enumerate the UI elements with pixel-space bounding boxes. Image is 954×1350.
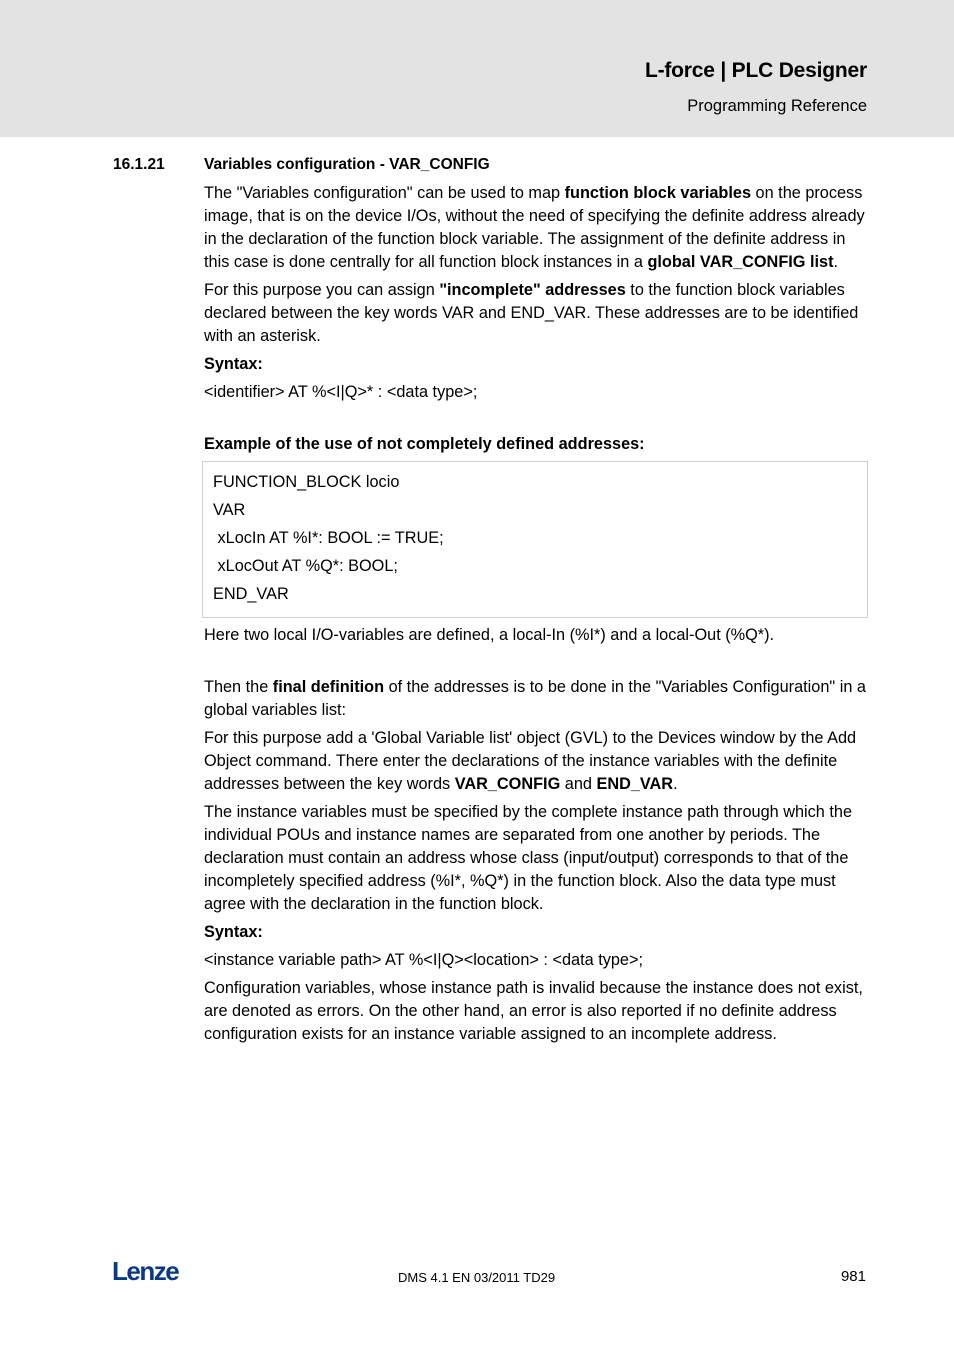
syntax-label: Syntax: — [204, 923, 263, 941]
code-line: VAR — [213, 501, 246, 519]
paragraph-local-io: Here two local I/O-variables are defined, a local-In (%I*) and a local-Out (%Q*). — [204, 626, 775, 644]
syntax-code: <instance variable path> AT %<I|Q><location> : <data type>; — [204, 951, 643, 969]
paragraph-errors: Configuration variables, whose instance path is invalid because the instance does not exist, are denoted as errors. On the other hand, an error is also reported if no definite address configuration exists for an instance variable assigned to an incomplete address. — [204, 979, 863, 1043]
example-heading: Example of the use of not completely defined addresses: — [204, 435, 645, 453]
lenze-logo-icon — [112, 1258, 192, 1284]
svg-text:Lenze: Lenze — [112, 1258, 179, 1284]
paragraph-instance-path: The instance variables must be specified by the complete instance path through which the individual POUs and instance names are separated from one another by periods. The declaration must contain an address whose class (input/output) corresponds to that of the incompletely specified address (%I*, %Q*) in the function block. Also the data type must agree with the declaration in the function block. — [204, 803, 853, 913]
page-number: 981 — [840, 1268, 866, 1285]
section-title: Variables configuration - VAR_CONFIG — [204, 156, 490, 173]
code-line: END_VAR — [213, 585, 289, 603]
page-header — [0, 0, 954, 137]
paragraph-gvl: For this purpose add a 'Global Variable list' object (GVL) to the Devices window by the Add Object command. There enter the declarations of the instance variables with the definite addresses between the key words VAR_CONFIG and END_VAR. — [204, 729, 857, 793]
document-id: DMS 4.1 EN 03/2011 TD29 — [398, 1270, 556, 1285]
paragraph-final-definition: Then the final definition of the addresses is to be done in the "Variables Configuration" in a global variables list: — [204, 678, 866, 719]
paragraph-intro: The "Variables configuration" can be used to map function block variables on the process image, that is on the device I/Os, without the need of specifying the definite address already in the declaration of the function block variable. The assignment of the definite address in this case is done centrally for all function block instances in a global VAR_CONFIG list. — [204, 184, 865, 271]
syntax-label: Syntax: — [204, 355, 263, 373]
code-line: xLocIn AT %I*: BOOL := TRUE; — [213, 529, 444, 547]
paragraph-incomplete-addresses: For this purpose you can assign "incomplete" addresses to the function block variables declared between the key words VAR and END_VAR. These addresses are to be identified with an asterisk. — [204, 281, 859, 345]
code-example-box — [202, 461, 868, 618]
section-number: 16.1.21 — [113, 156, 165, 173]
code-line: FUNCTION_BLOCK locio — [213, 473, 400, 491]
document-title: L-force | PLC Designer — [644, 59, 867, 82]
document-subtitle: Programming Reference — [687, 97, 867, 115]
lenze-logo — [112, 1258, 192, 1289]
syntax-code: <identifier> AT %<I|Q>* : <data type>; — [204, 383, 478, 401]
section-body — [204, 182, 868, 1051]
code-line: xLocOut AT %Q*: BOOL; — [213, 557, 398, 575]
